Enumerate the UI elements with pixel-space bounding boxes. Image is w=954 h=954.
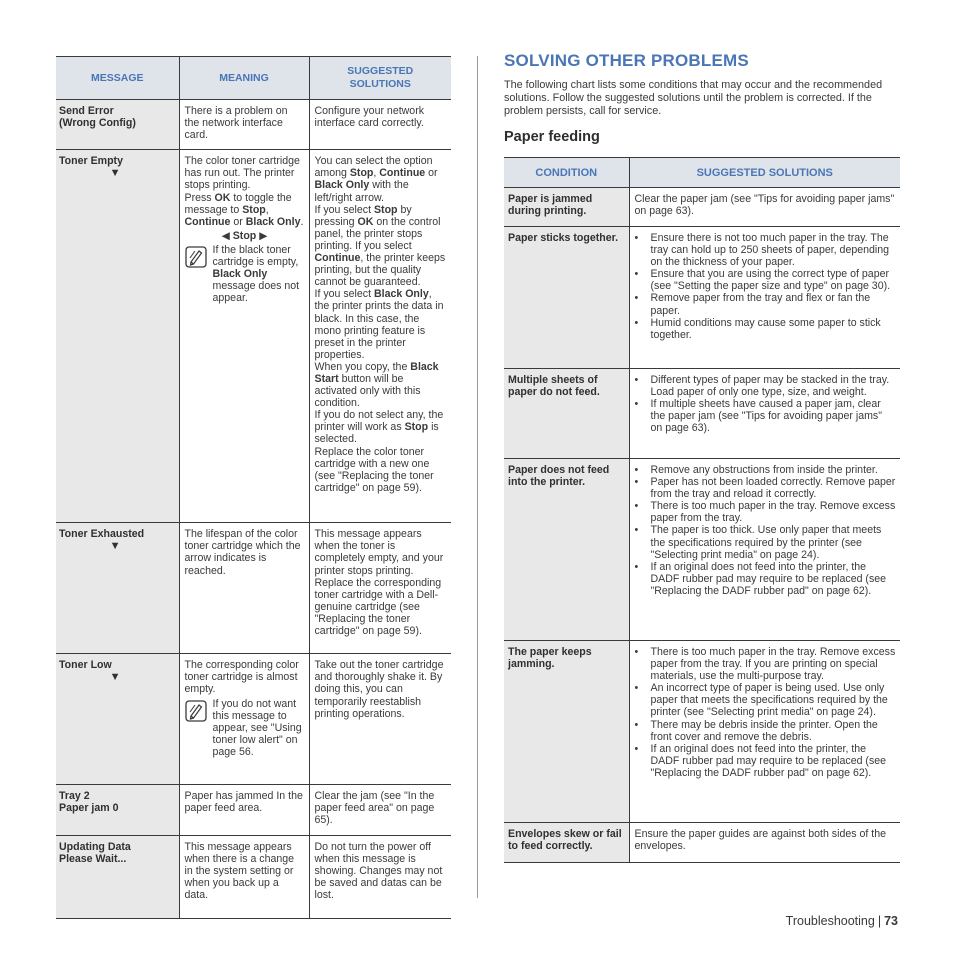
solution-list (635, 464, 897, 597)
condition-cell: Paper does not feed into the printer. (504, 459, 629, 641)
solution-cell: Clear the jam (see "In the paper feed area" on page 65). (309, 785, 451, 835)
page-number: 73 (884, 914, 898, 928)
list-item: • Remove paper from the tray and flex or fan the paper. (635, 292, 897, 316)
solution-cell (629, 459, 900, 641)
solution-cell (629, 369, 900, 459)
note-pencil-icon (185, 700, 207, 722)
solution-cell: Ensure the paper guides are against both sides of the envelopes. (629, 823, 900, 863)
paper-feeding-table-header (504, 158, 900, 188)
table-row (56, 150, 451, 523)
solution-cell: This message appears when the toner is completely empty, and your printer stops printing. Replace the corresponding toner cartridge with a Dell-genuine cartridge (see "Replacing the toner cartridge" on page 59). (309, 523, 451, 654)
list-item: • Remove any obstructions from inside the printer. (635, 464, 897, 476)
solution-cell: Do not turn the power off when this message is showing. Changes may not be saved and datas can be lost. (309, 835, 451, 918)
table-row (56, 100, 451, 150)
arrow-down-icon: ▼ (109, 540, 121, 553)
solution-cell: Clear the paper jam (see "Tips for avoiding paper jams" on page 63). (629, 188, 900, 227)
solution-list (635, 646, 897, 779)
list-item: • Ensure that you are using the correct type of paper (see "Setting the paper size and type" on page 30). (635, 268, 897, 292)
meaning-cell: The corresponding color toner cartridge is almost empty. If you do not want this message to appear, see "Using toner low alert" on page 56. (179, 654, 309, 785)
message-table (56, 56, 451, 919)
table-row (504, 188, 900, 227)
footer-label: Troubleshooting (785, 914, 875, 928)
header-solutions: SUGGESTED SOLUTIONS (309, 57, 451, 100)
solution-list (635, 232, 897, 341)
solution-cell: Configure your network interface card correctly. (309, 100, 451, 150)
meaning-cell: There is a problem on the network interface card. (179, 100, 309, 150)
table-row (504, 227, 900, 369)
note: If you do not want this message to appear, see "Using toner low alert" on page 56. (185, 698, 305, 758)
table-row (504, 369, 900, 459)
message-cell: Toner Low ▼ (56, 654, 179, 785)
column-divider (477, 56, 478, 898)
list-item: • There is too much paper in the tray. Remove excess paper from the tray. (635, 500, 897, 524)
meaning-cell: Paper has jammed In the paper feed area. (179, 785, 309, 835)
condition-cell: Paper sticks together. (504, 227, 629, 369)
solution-cell (629, 227, 900, 369)
list-item: • The paper is too thick. Use only paper that meets the specifications required by the printer (see "Selecting print media" on page 24). (635, 524, 897, 560)
meaning-cell: This message appears when there is a change in the system setting or when you back up a data. (179, 835, 309, 918)
note-pencil-icon (185, 246, 207, 268)
condition-cell: Paper is jammed during printing. (504, 188, 629, 227)
list-item: • If an original does not feed into the printer, the DADF rubber pad may require to be replaced (see "Replacing the DADF rubber pad" on page 62). (635, 743, 897, 779)
list-item: • Different types of paper may be stacked in the tray. Load paper of only one type, size, and weight. (635, 374, 897, 398)
message-cell: Send Error (Wrong Config) (56, 100, 179, 150)
solution-cell: Take out the toner cartridge and thoroughly shake it. By doing this, you can temporarily reestablish printing operations. (309, 654, 451, 785)
message-cell: Toner Empty ▼ (56, 150, 179, 523)
condition-cell: Envelopes skew or fail to feed correctly. (504, 823, 629, 863)
table-row (504, 823, 900, 863)
table-row (56, 523, 451, 654)
section-intro: The following chart lists some conditions that may occur and the recommended solutions. Follow the suggested solutions until the problem is corrected. If the problem persists, call for service. (504, 79, 883, 117)
list-item: • If an original does not feed into the printer, the DADF rubber pad may require to be replaced (see "Replacing the DADF rubber pad" on page 62). (635, 561, 897, 597)
page-footer (786, 914, 898, 928)
meaning-cell: The lifespan of the color toner cartridge which the arrow indicates is reached. (179, 523, 309, 654)
stop-selector: ◀ Stop ▶ (221, 229, 268, 242)
table-row (56, 654, 451, 785)
note: If the black toner cartridge is empty, Black Only message does not appear. (185, 244, 305, 304)
subsection-title: Paper feeding (504, 129, 600, 145)
section-title: SOLVING OTHER PROBLEMS (504, 51, 749, 70)
message-cell: Tray 2 Paper jam 0 (56, 785, 179, 835)
header-condition: CONDITION (504, 158, 629, 188)
list-item: • Paper has not been loaded correctly. Remove paper from the tray and reload it correctly. (635, 476, 897, 500)
list-item: • There is too much paper in the tray. Remove excess paper from the tray. If you are printing on special materials, use the multi-purpose tray. (635, 646, 897, 682)
paper-feeding-table (504, 157, 900, 863)
arrow-down-icon: ▼ (109, 167, 121, 180)
table-row (504, 641, 900, 823)
message-cell: Updating Data Please Wait... (56, 835, 179, 918)
message-table-header (56, 57, 451, 100)
table-row (504, 459, 900, 641)
header-meaning: MEANING (179, 57, 309, 100)
condition-cell: The paper keeps jamming. (504, 641, 629, 823)
solution-cell: You can select the option among Stop, Continue or Black Only with the left/right arrow. If you select Stop by pressing OK on the control panel, the printer stops printing. If you select Continue, the printer keeps printing, but the quality cannot be guaranteed. If you select Black Only, the printer prints the data in black. In this case, the mono printing feature is preset in the printer properties. When you copy, the Black Start button will be activated only with this condition. If you do not select any, the printer will work as Stop is selected. Replace the color toner cartridge with a new one (see "Replacing the toner cartridge" on page 59). (309, 150, 451, 523)
list-item: • There may be debris inside the printer. Open the front cover and remove the debris. (635, 719, 897, 743)
condition-cell: Multiple sheets of paper do not feed. (504, 369, 629, 459)
list-item: • Ensure there is not too much paper in the tray. The tray can hold up to 250 sheets of paper, depending on the thickness of your paper. (635, 232, 897, 268)
header-message: MESSAGE (56, 57, 179, 100)
list-item: • An incorrect type of paper is being used. Use only paper that meets the specifications required by the printer (see "Selecting print media" on page 24). (635, 682, 897, 718)
message-cell: Toner Exhausted ▼ (56, 523, 179, 654)
list-item: • If multiple sheets have caused a paper jam, clear the paper jam (see "Tips for avoiding paper jams" on page 63). (635, 398, 897, 434)
solution-list (635, 374, 897, 434)
table-row (56, 835, 451, 918)
meaning-cell: The color toner cartridge has run out. The printer stops printing. Press OK to toggle the message to Stop, Continue or Black Only. ◀ Stop ▶ If the black toner cartridge is empty, Black Only message does not appear. (179, 150, 309, 523)
header-suggested-solutions: SUGGESTED SOLUTIONS (629, 158, 900, 188)
list-item: • Humid conditions may cause some paper to stick together. (635, 317, 897, 341)
table-row (56, 785, 451, 835)
arrow-down-icon: ▼ (109, 671, 121, 684)
solution-cell (629, 641, 900, 823)
footer-separator: | (877, 914, 882, 928)
